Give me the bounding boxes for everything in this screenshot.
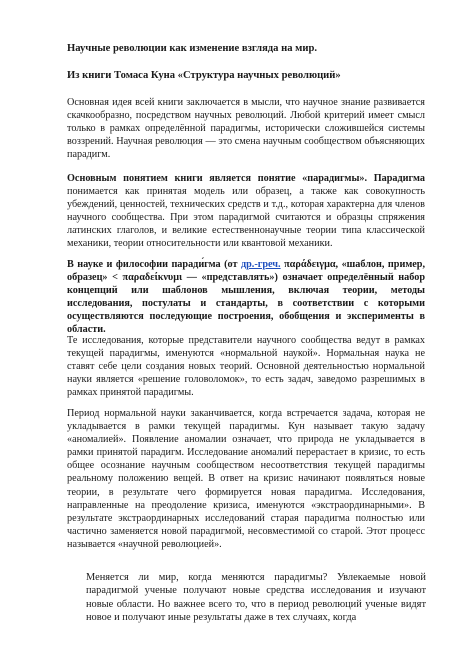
document-title: Научные революции как изменение взгляда на мир. bbox=[67, 43, 318, 54]
paragraph-body: понимается как принятая модель или образец, а также как совокупность убеждений, ценностей, технических средств и т.д., которая характерна для членов научного сообщества. При этом парадигмой считаются и образцы спряжения латинских глаголов, и великие естественнонаучные теории типа классической механики, теории относительности или квантовой механики. bbox=[67, 186, 425, 250]
paragraph-paradigm-concept bbox=[67, 172, 425, 251]
paragraph-normal-science: Те исследования, которые представители научного сообщества ведут в рамках текущей парадигмы, именуются «нормальной наукой». Нормальная наука не ставят себе цели создания новых теорий. Основной деятельностью нормальной науки является «решение головоломок», то есть задач, заведомо разрешимых в рамках принятой парадигмы. bbox=[67, 335, 425, 399]
paragraph-text-before-link: В науке и философии паради́гма (от bbox=[67, 259, 241, 270]
paragraph-text-after-link: παράδειγμα, «шаблон, пример, образец» < παραδείκνυμι — «представлять») означает определённый набор концепций или шаблонов мышления, включая теории, методы исследования, постулаты и стандарты, в соответствии с которыми осуществляются последующие построения, обобщения и эксперименты в области. bbox=[67, 259, 425, 336]
greek-link[interactable]: др.-греч. bbox=[240, 259, 281, 270]
document-subtitle: Из книги Томаса Куна «Структура научных революций» bbox=[67, 70, 341, 81]
paragraph-intro: Основная идея всей книги заключается в мысли, что научное знание развивается скачкообразно, посредством научных революций. Любой критерий имеет смысл только в рамках определённой парадигмы, исторически сложившейся системы воззрений. Научная революция — это смена научным сообществом объясняющих парадигм. bbox=[67, 97, 425, 161]
paragraph-paradigm-definition bbox=[67, 258, 425, 337]
paragraph-lead-bold: Основным понятием книги является понятие «парадигмы». Парадигма bbox=[67, 173, 425, 184]
quote-paragraph: Меняется ли мир, когда меняются парадигмы? Увлекаемые новой парадигмой ученые получают новые средства исследования и изучают новые области. Но важнее всего то, что в период революций ученые видят новое и получают иные результаты даже в тех случаях, когда bbox=[86, 572, 426, 624]
paragraph-anomaly: Период нормальной науки заканчивается, когда встречается задача, которая не укладывается в рамки текущей парадигмы. Кун называет такую задачу «аномалией». Появление аномалии означает, что природа не укладывается в рамки принятой парадигм. Исследование аномалий перерастает в кризис, то есть общее осознание научным сообществом несоответствия текущей парадигмы реальному положению вещей. В ответ на кризис начинают появляться новые теории, в результате чего формируется новая парадигма. Исследования, направленные на преодоление кризиса, именуются «экстраординарными». В результате экстраординарных исследований старая парадигма полностью или частично заменяется новой парадигмой, несовместимой со старой. Этот процесс называется «научной революцией». bbox=[67, 408, 425, 550]
